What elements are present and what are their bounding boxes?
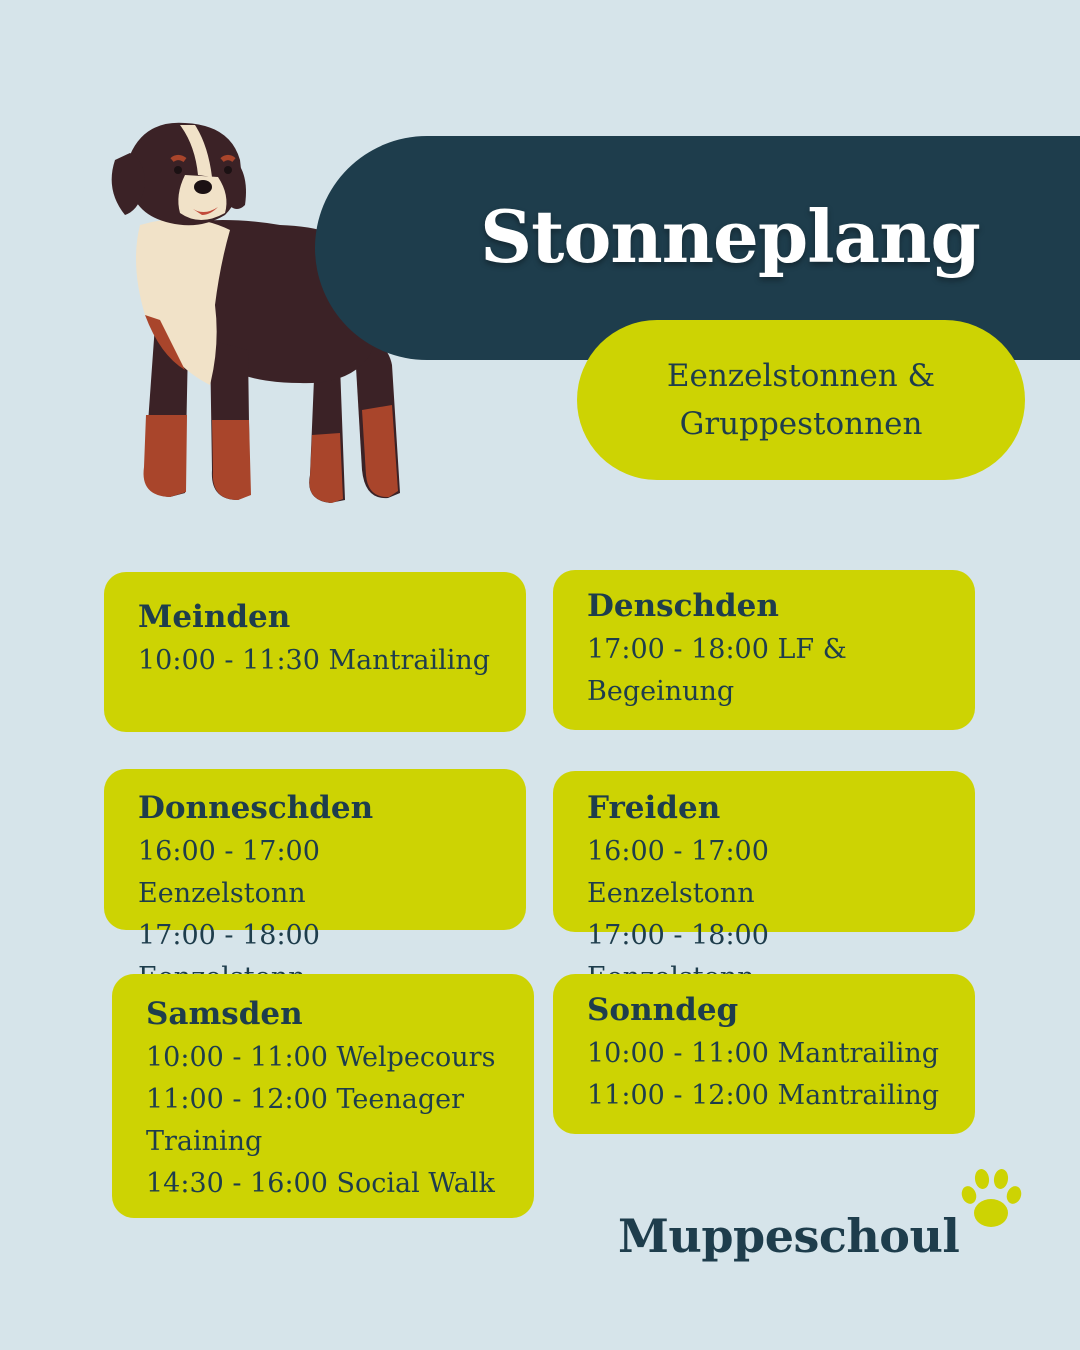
day-label: Sonndeg	[587, 992, 739, 1028]
time-slot: 10:00 - 11:00 Mantrailing	[587, 1038, 940, 1069]
time-slot: 17:00 - 18:00 LF & Begeinung	[587, 634, 847, 707]
time-slot: 10:00 - 11:30 Mantrailing	[138, 645, 491, 676]
time-slot: 11:00 - 12:00 Teenager Training	[146, 1084, 465, 1157]
time-slot: 16:00 - 17:00 Eenzelstonn	[587, 836, 769, 909]
brand-logo: Muppeschoul	[618, 1209, 960, 1263]
subtitle-pill	[577, 320, 1025, 480]
schedule-card-thursday	[104, 769, 526, 951]
schedule-card-saturday	[112, 974, 534, 1218]
time-slot: 11:00 - 12:00 Mantrailing	[587, 1080, 940, 1111]
paw-icon	[955, 1165, 1027, 1237]
day-label: Freiden	[587, 790, 721, 826]
page-title: Stonneplang	[480, 194, 980, 279]
schedule-card-sunday	[553, 974, 975, 1134]
day-label: Samsden	[146, 996, 303, 1032]
time-slot: 17:00 - 18:00	[138, 920, 320, 951]
schedule-card-tuesday	[553, 570, 975, 730]
day-label: Donneschden	[138, 790, 374, 826]
time-slot: 10:00 - 11:00 Welpecours	[146, 1042, 496, 1073]
subtitle-text: Eenzelstonnen & Gruppestonnen	[666, 358, 936, 442]
time-slot: 14:30 - 16:00 Social Walk	[146, 1168, 495, 1199]
schedule-card-friday	[553, 771, 975, 951]
time-slot: 16:00 - 17:00 Eenzelstonn	[138, 836, 320, 909]
schedule-card-monday	[104, 572, 526, 732]
day-label: Denschden	[587, 588, 779, 624]
day-label: Meinden	[138, 599, 291, 635]
time-slot: 17:00 - 18:00	[587, 920, 769, 951]
